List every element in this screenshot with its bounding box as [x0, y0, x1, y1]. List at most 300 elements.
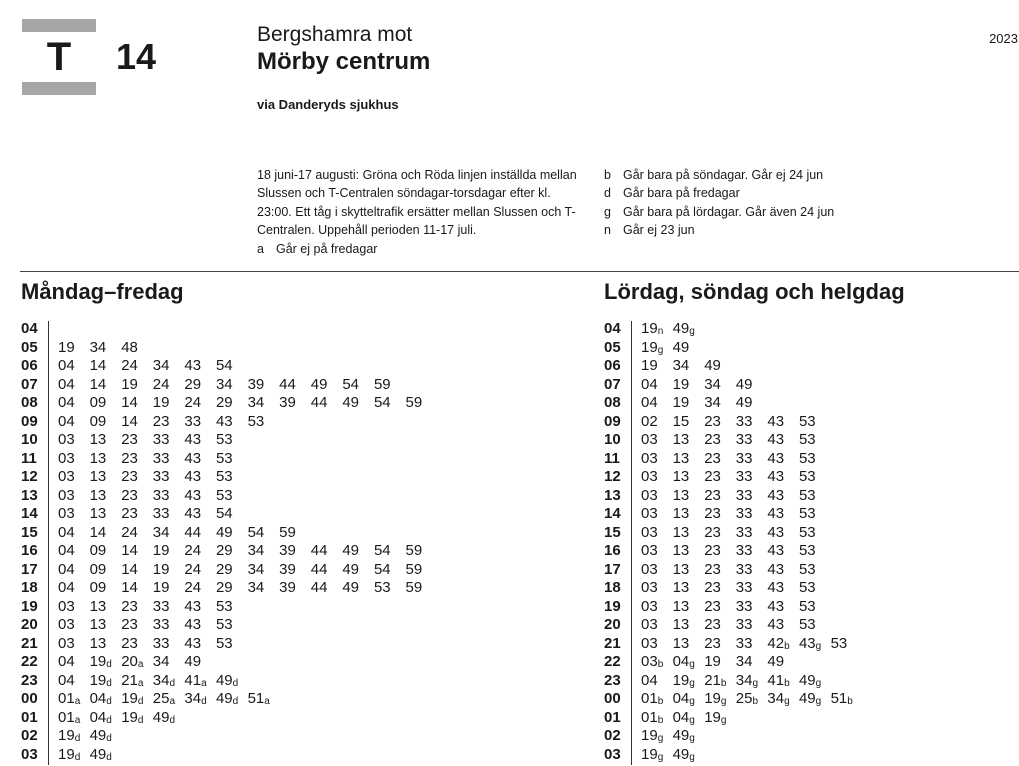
- departure-minute: 13: [90, 598, 122, 617]
- departure-minute: 23: [121, 616, 153, 635]
- departure-minute: 33: [153, 505, 185, 524]
- departure-minute: 34: [673, 357, 705, 376]
- minutes-list: [641, 320, 704, 341]
- departure-minute: $21_b$: [704, 672, 736, 693]
- departure-minute: 39: [248, 376, 280, 395]
- departure-minute: 23: [121, 450, 153, 469]
- departure-minute: $19_g$: [704, 709, 736, 730]
- line-number: 14: [116, 36, 156, 78]
- minutes-list: [58, 413, 279, 432]
- metro-logo: [22, 19, 96, 95]
- departure-minute: 34: [248, 561, 280, 580]
- departure-minute: 44: [184, 524, 216, 543]
- footnote-text: Går ej på fredagar: [276, 242, 377, 256]
- departure-minute: 33: [736, 598, 768, 617]
- departure-minute: $01_b$: [641, 690, 673, 711]
- minutes-list: [641, 561, 831, 580]
- departure-minute: 09: [90, 579, 122, 598]
- departure-minute: 43: [767, 579, 799, 598]
- departure-minute: 59: [406, 561, 438, 580]
- departure-minute: 03: [58, 450, 90, 469]
- hour-label: 17: [21, 561, 45, 580]
- departure-minute: 39: [279, 394, 311, 413]
- hour-label: 14: [21, 505, 45, 524]
- hour-label: 03: [21, 746, 45, 765]
- departure-minute: 19: [704, 653, 736, 672]
- departure-minute: 19: [121, 376, 153, 395]
- logo-bar-bottom: [22, 82, 96, 95]
- origin-station: Bergshamra mot: [257, 23, 412, 47]
- minutes-list: [58, 616, 248, 635]
- minutes-list: [641, 727, 704, 748]
- departure-minute: 33: [153, 598, 185, 617]
- departure-minute: 13: [90, 635, 122, 654]
- minutes-list: [641, 598, 831, 617]
- departure-minute: 04: [58, 376, 90, 395]
- departure-minute: 33: [736, 505, 768, 524]
- footnote-marker: d: [106, 696, 112, 707]
- departure-minute: $49_d$: [216, 690, 248, 711]
- footnote-marker: d: [233, 678, 239, 689]
- logo-bar-top: [22, 19, 96, 32]
- destination-station: Mörby centrum: [257, 48, 430, 76]
- minutes-list: [58, 524, 311, 543]
- footnote-marker: d: [169, 715, 175, 726]
- minutes-list: [58, 505, 248, 524]
- footnote-marker: g: [689, 678, 695, 689]
- departure-minute: 15: [673, 413, 705, 432]
- footnote-g: [604, 203, 1004, 221]
- minutes-list: [58, 487, 248, 506]
- departure-minute: 43: [184, 431, 216, 450]
- departure-minute: 49: [342, 561, 374, 580]
- departure-minute: 14: [121, 394, 153, 413]
- footnote-marker: b: [847, 696, 853, 707]
- departure-minute: 49: [342, 579, 374, 598]
- departure-minute: 53: [799, 561, 831, 580]
- departure-minute: 03: [58, 598, 90, 617]
- departure-minute: 49: [736, 394, 768, 413]
- departure-minute: 13: [673, 524, 705, 543]
- departure-minute: 33: [736, 524, 768, 543]
- footnote-marker: d: [138, 715, 144, 726]
- departure-minute: 23: [153, 413, 185, 432]
- departure-minute: $01_a$: [58, 709, 90, 730]
- departure-minute: 09: [90, 561, 122, 580]
- departure-minute: 14: [121, 542, 153, 561]
- minutes-list: [58, 653, 216, 674]
- minutes-list: [58, 598, 248, 617]
- departure-minute: 33: [153, 468, 185, 487]
- departure-minute: 59: [374, 376, 406, 395]
- departure-minute: $43_g$: [799, 635, 831, 656]
- departure-minute: 03: [58, 431, 90, 450]
- departure-minute: 23: [704, 635, 736, 654]
- minutes-list: [641, 524, 831, 543]
- departure-minute: 53: [799, 542, 831, 561]
- departure-minute: 33: [184, 413, 216, 432]
- hour-label: 20: [21, 616, 45, 635]
- departure-minute: 34: [704, 394, 736, 413]
- departure-minute: 33: [736, 413, 768, 432]
- departure-minute: 19: [58, 339, 90, 358]
- footnote-key: d: [604, 184, 623, 202]
- minutes-list: [58, 727, 121, 748]
- departure-minute: $04_d$: [90, 709, 122, 730]
- service-notice: [257, 166, 587, 258]
- departure-minute: $19_d$: [90, 653, 122, 674]
- timetable-divider-line: [48, 321, 49, 765]
- departure-minute: $03_b$: [641, 653, 673, 674]
- departure-minute: 23: [704, 616, 736, 635]
- departure-minute: 29: [216, 542, 248, 561]
- departure-minute: 23: [121, 635, 153, 654]
- hour-label: 17: [604, 561, 628, 580]
- departure-minute: $04_g$: [673, 653, 705, 674]
- departure-minute: 23: [704, 431, 736, 450]
- departure-minute: 53: [216, 431, 248, 450]
- footnote-marker: d: [138, 696, 144, 707]
- departure-minute: $21_a$: [121, 672, 153, 693]
- footnote-text: Går bara på söndagar. Går ej 24 jun: [623, 168, 823, 182]
- departure-minute: 53: [248, 413, 280, 432]
- minutes-list: [641, 487, 831, 506]
- footnote-marker: g: [689, 326, 695, 337]
- hour-label: 18: [604, 579, 628, 598]
- departure-minute: 33: [736, 561, 768, 580]
- departure-minute: 44: [279, 376, 311, 395]
- departure-minute: $19_d$: [121, 709, 153, 730]
- departure-minute: 34: [248, 542, 280, 561]
- departure-minute: 44: [311, 542, 343, 561]
- departure-minute: 03: [641, 487, 673, 506]
- departure-minute: $04_g$: [673, 690, 705, 711]
- hour-label: 20: [604, 616, 628, 635]
- departure-minute: $04_d$: [90, 690, 122, 711]
- minutes-list: [641, 635, 862, 656]
- departure-minute: 04: [58, 542, 90, 561]
- departure-minute: 24: [153, 376, 185, 395]
- footnote-marker: b: [658, 659, 664, 670]
- hour-label: 11: [21, 450, 45, 469]
- departure-minute: 14: [90, 376, 122, 395]
- footnote-marker: d: [75, 733, 81, 744]
- departure-minute: 03: [641, 598, 673, 617]
- departure-minute: 49: [767, 653, 799, 672]
- departure-minute: 34: [153, 653, 185, 672]
- departure-minute: 54: [374, 542, 406, 561]
- minutes-list: [58, 672, 248, 693]
- footnote-marker: d: [106, 733, 112, 744]
- departure-minute: 04: [58, 579, 90, 598]
- footnote-text: Går ej 23 jun: [623, 223, 695, 237]
- departure-minute: $49_d$: [90, 727, 122, 748]
- departure-minute: $49_g$: [673, 746, 705, 766]
- departure-minute: 14: [90, 357, 122, 376]
- minutes-list: [58, 579, 437, 598]
- weekend-heading: Lördag, söndag och helgdag: [604, 279, 905, 305]
- footnote-marker: g: [658, 752, 664, 763]
- hour-label: 19: [604, 598, 628, 617]
- minutes-list: [58, 561, 437, 580]
- hour-label: 18: [21, 579, 45, 598]
- footnote-marker: b: [658, 715, 664, 726]
- departure-minute: $34_g$: [736, 672, 768, 693]
- departure-minute: 04: [58, 394, 90, 413]
- departure-minute: 03: [641, 635, 673, 654]
- departure-minute: 33: [153, 450, 185, 469]
- hour-label: 04: [604, 320, 628, 339]
- departure-minute: $19_g$: [641, 339, 673, 360]
- departure-minute: 44: [311, 394, 343, 413]
- departure-minute: 43: [767, 561, 799, 580]
- departure-minute: 03: [58, 616, 90, 635]
- departure-minute: 49: [673, 339, 705, 358]
- departure-minute: 53: [831, 635, 863, 654]
- minutes-list: [641, 616, 831, 635]
- minutes-list: [641, 339, 704, 360]
- departure-minute: $19_g$: [641, 746, 673, 766]
- minutes-list: [641, 450, 831, 469]
- weekday-heading: Måndag–fredag: [21, 279, 184, 305]
- section-divider: [20, 271, 1019, 272]
- departure-minute: 43: [767, 598, 799, 617]
- departure-minute: 33: [736, 542, 768, 561]
- footnote-marker: a: [75, 715, 81, 726]
- hour-label: 10: [604, 431, 628, 450]
- hour-label: 21: [604, 635, 628, 654]
- footnote-a: [257, 240, 587, 258]
- departure-minute: 53: [799, 598, 831, 617]
- departure-minute: 44: [311, 561, 343, 580]
- departure-minute: 43: [184, 635, 216, 654]
- departure-minute: $19_g$: [641, 727, 673, 748]
- hour-label: 16: [604, 542, 628, 561]
- footnote-marker: g: [721, 696, 727, 707]
- departure-minute: 29: [216, 394, 248, 413]
- hour-label: 01: [604, 709, 628, 728]
- minutes-list: [58, 709, 184, 730]
- departure-minute: $25_a$: [153, 690, 185, 711]
- hour-label: 00: [21, 690, 45, 709]
- footnote-marker: b: [784, 641, 790, 652]
- departure-minute: 43: [767, 487, 799, 506]
- departure-minute: 03: [641, 468, 673, 487]
- hour-label: 01: [21, 709, 45, 728]
- minutes-list: [58, 690, 279, 711]
- departure-minute: 19: [673, 394, 705, 413]
- minutes-list: [58, 450, 248, 469]
- logo-letter: T: [22, 32, 96, 82]
- hour-label: 23: [21, 672, 45, 691]
- departure-minute: 19: [153, 561, 185, 580]
- departure-minute: $34_d$: [153, 672, 185, 693]
- minutes-list: [58, 339, 153, 358]
- departure-minute: 04: [641, 672, 673, 691]
- departure-minute: 43: [767, 450, 799, 469]
- departure-minute: 23: [704, 505, 736, 524]
- hour-label: 13: [21, 487, 45, 506]
- departure-minute: 13: [673, 616, 705, 635]
- minutes-list: [641, 357, 736, 376]
- departure-minute: 13: [90, 505, 122, 524]
- departure-minute: 13: [673, 487, 705, 506]
- departure-minute: 53: [799, 413, 831, 432]
- departure-minute: 13: [673, 505, 705, 524]
- departure-minute: 33: [736, 579, 768, 598]
- departure-minute: $49_g$: [673, 727, 705, 748]
- departure-minute: 53: [216, 468, 248, 487]
- departure-minute: 03: [641, 542, 673, 561]
- footnote-marker: d: [106, 678, 112, 689]
- departure-minute: 59: [406, 394, 438, 413]
- footnote-marker: n: [658, 326, 664, 337]
- hour-label: 04: [21, 320, 45, 339]
- departure-minute: 34: [153, 524, 185, 543]
- departure-minute: 54: [216, 505, 248, 524]
- footnote-key: g: [604, 203, 623, 221]
- departure-minute: 02: [641, 413, 673, 432]
- hour-label: 22: [21, 653, 45, 672]
- footnote-d: [604, 184, 1004, 202]
- hour-label: 23: [604, 672, 628, 691]
- departure-minute: 53: [216, 635, 248, 654]
- hour-label: 16: [21, 542, 45, 561]
- departure-minute: 03: [641, 579, 673, 598]
- footnote-marker: a: [75, 696, 81, 707]
- departure-minute: 53: [799, 468, 831, 487]
- departure-minute: 53: [799, 450, 831, 469]
- departure-minute: 44: [311, 579, 343, 598]
- departure-minute: $51_a$: [248, 690, 280, 711]
- departure-minute: 33: [736, 431, 768, 450]
- departure-minute: 23: [121, 468, 153, 487]
- departure-minute: 03: [58, 635, 90, 654]
- footnote-marker: a: [138, 659, 144, 670]
- departure-minute: 43: [216, 413, 248, 432]
- minutes-list: [58, 394, 437, 413]
- hour-label: 09: [21, 413, 45, 432]
- hour-label: 06: [604, 357, 628, 376]
- minutes-list: [641, 746, 704, 766]
- hour-label: 00: [604, 690, 628, 709]
- footnote-marker: b: [752, 696, 758, 707]
- departure-minute: $49_g$: [799, 690, 831, 711]
- footnote-marker: b: [658, 696, 664, 707]
- departure-minute: 19: [153, 579, 185, 598]
- hour-label: 15: [604, 524, 628, 543]
- departure-minute: $19_g$: [704, 690, 736, 711]
- minutes-list: [641, 413, 831, 432]
- departure-minute: 13: [673, 431, 705, 450]
- departure-minute: 03: [641, 450, 673, 469]
- departure-minute: 53: [799, 487, 831, 506]
- hour-label: 12: [21, 468, 45, 487]
- departure-minute: 43: [767, 431, 799, 450]
- departure-minute: 09: [90, 394, 122, 413]
- departure-minute: $49_d$: [153, 709, 185, 730]
- minutes-list: [641, 709, 736, 730]
- departure-minute: 59: [406, 542, 438, 561]
- departure-minute: 53: [799, 579, 831, 598]
- hour-label: 07: [21, 376, 45, 395]
- hour-label: 03: [604, 746, 628, 765]
- departure-minute: 54: [248, 524, 280, 543]
- departure-minute: 33: [153, 635, 185, 654]
- departure-minute: 13: [673, 579, 705, 598]
- departure-minute: 29: [216, 561, 248, 580]
- departure-minute: 13: [673, 542, 705, 561]
- departure-minute: $19_d$: [121, 690, 153, 711]
- minutes-list: [641, 431, 831, 450]
- departure-minute: 54: [216, 357, 248, 376]
- hour-label: 12: [604, 468, 628, 487]
- minutes-list: [641, 653, 799, 674]
- footnote-key: b: [604, 166, 623, 184]
- departure-minute: 43: [184, 616, 216, 635]
- footnote-key: a: [257, 240, 276, 258]
- footnote-marker: g: [689, 659, 695, 670]
- departure-minute: 43: [767, 468, 799, 487]
- hour-label: 19: [21, 598, 45, 617]
- notice-text: 18 juni-17 augusti: Gröna och Röda linjen inställda mellan Slussen och T-Centralen söndagar-torsdagar efter kl. 23:00. Ett tåg i skytteltrafik ersätter mellan Slussen och T-Centralen. Uppehåll perioden 11-17 juli.: [257, 166, 587, 240]
- departure-minute: 53: [216, 616, 248, 635]
- departure-minute: $01_a$: [58, 690, 90, 711]
- footnote-marker: a: [201, 678, 207, 689]
- departure-minute: 43: [767, 616, 799, 635]
- departure-minute: 23: [121, 487, 153, 506]
- departure-minute: 03: [58, 505, 90, 524]
- departure-minute: 03: [58, 487, 90, 506]
- departure-minute: 23: [121, 431, 153, 450]
- hour-label: 21: [21, 635, 45, 654]
- minutes-list: [641, 579, 831, 598]
- departure-minute: 04: [58, 413, 90, 432]
- departure-minute: 53: [799, 616, 831, 635]
- departure-minute: 49: [184, 653, 216, 672]
- minutes-list: [58, 468, 248, 487]
- departure-minute: 43: [184, 357, 216, 376]
- departure-minute: 39: [279, 561, 311, 580]
- departure-minute: 43: [184, 487, 216, 506]
- departure-minute: $01_b$: [641, 709, 673, 730]
- departure-minute: 04: [58, 524, 90, 543]
- departure-minute: $19_d$: [90, 672, 122, 693]
- departure-minute: 34: [90, 339, 122, 358]
- departure-minute: 34: [153, 357, 185, 376]
- year-label: 2023: [958, 31, 1019, 46]
- departure-minute: 04: [641, 376, 673, 395]
- departure-minute: 23: [704, 598, 736, 617]
- departure-minute: 13: [673, 598, 705, 617]
- departure-minute: 24: [121, 357, 153, 376]
- departure-minute: 23: [704, 450, 736, 469]
- hour-label: 05: [604, 339, 628, 358]
- departure-minute: 49: [342, 394, 374, 413]
- departure-minute: $19_d$: [58, 746, 90, 766]
- footnote-marker: g: [658, 345, 664, 356]
- footnote-marker: d: [106, 659, 112, 670]
- departure-minute: 39: [279, 542, 311, 561]
- departure-minute: 04: [641, 394, 673, 413]
- minutes-list: [641, 672, 831, 693]
- departure-minute: 24: [184, 561, 216, 580]
- hour-label: 13: [604, 487, 628, 506]
- departure-minute: 33: [736, 487, 768, 506]
- hour-label: 02: [21, 727, 45, 746]
- departure-minute: 34: [216, 376, 248, 395]
- hour-label: 22: [604, 653, 628, 672]
